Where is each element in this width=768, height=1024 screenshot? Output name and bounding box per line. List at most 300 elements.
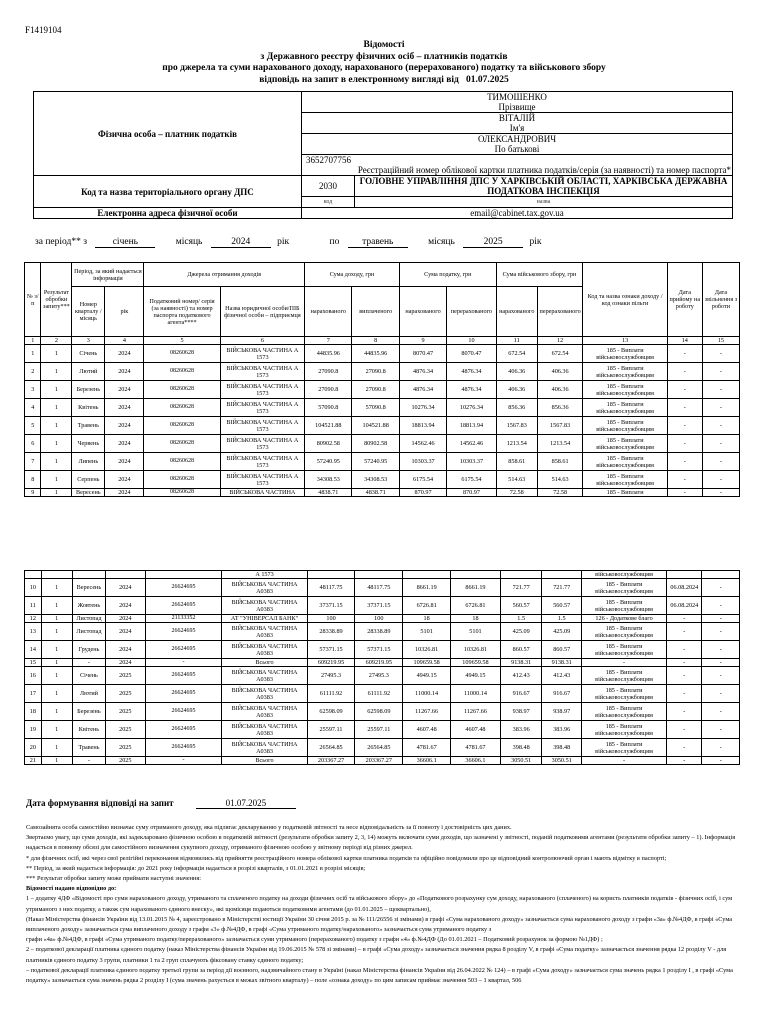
email-label: Електронна адреса фізичної особи (34, 208, 302, 219)
tax-accrued: 10276.34 (399, 399, 446, 417)
income-accrued: 48117.75 (307, 579, 355, 597)
table-row (25, 579, 740, 597)
col-sources-header: Джерела отримання доходів (144, 263, 305, 287)
period-to-month: травень (348, 237, 408, 248)
tax-accrued: 4949.15 (403, 667, 451, 685)
period-year: 2024 (105, 453, 144, 471)
row-number: 13 (25, 623, 42, 641)
period-month: Червень (72, 435, 105, 453)
cont-code-cell: військовослужбовцям (581, 571, 666, 579)
fire-date: - (702, 417, 739, 435)
agent-tax-id: 21133352 (145, 615, 222, 623)
result-code: 1 (41, 623, 72, 641)
cont-cell (403, 571, 451, 579)
agent-tax-id: 26624695 (145, 579, 222, 597)
tax-accrued: 4876.34 (399, 381, 446, 399)
agent-name: ВІЙСЬКОВА ЧАСТИНА А0383 (222, 641, 307, 659)
agent-name: ВІЙСЬКОВА ЧАСТИНА А 1573 (220, 453, 304, 471)
agent-tax-id: - (145, 757, 222, 765)
agent-tax-id: 08260628 (144, 381, 220, 399)
fire-date: - (702, 615, 740, 623)
note-8: (Наказ Міністерства фінансів України від 13.01.2015 № 4, зареєстровано в Міністерстві юстиції України 30 січня 2015 р. за № 111/26556 зі змінами) в графі «Сума нарахованого доходу» зазначається сума нарахованого доходу з графи «3а» ф.№4ДФ, в графі «Сума виплаченого доходу» зазначається сума виплаченого доходу з графи «3» ф.№4ДФ, в графі «Сума утриманого податку/нарахованого» зазначається сума утриманого податку з (26, 915, 733, 934)
income-accrued: 25597.11 (307, 721, 355, 739)
income-accrued: 100 (307, 615, 355, 623)
income-paid: 80902.58 (352, 435, 399, 453)
hire-date: - (667, 659, 702, 667)
mil-paid: 721.77 (542, 579, 581, 597)
fire-date: - (702, 659, 740, 667)
income-paid: 48117.75 (355, 579, 403, 597)
tax-accrued: 6175.54 (399, 471, 446, 489)
row-number: 3 (25, 381, 41, 399)
fire-date: - (702, 399, 739, 417)
col-tax-acc-header: нарахованого (399, 287, 446, 337)
cont-cell (451, 571, 501, 579)
period-year: 2024 (106, 579, 145, 597)
income-code: 185 - Виплати військовослужбовцям (583, 381, 667, 399)
row-number: 4 (25, 399, 41, 417)
table-row (25, 435, 740, 453)
note-3: * для фізичних осіб, які через свої релігійні переконання відмовились від прийняття реєстраційного номера облікової картки платника податків та офіційно повідомили про це відповідний контролюючий орган і мають відмітку в паспорті; (26, 854, 667, 862)
income-accrued: 57371.15 (307, 641, 355, 659)
hire-date: - (667, 471, 702, 489)
period-year: 2024 (106, 659, 145, 667)
hire-date: - (667, 345, 702, 363)
period-month: Квітень (72, 399, 105, 417)
period-from-year-word: рік (277, 237, 290, 247)
period-year: 2024 (105, 471, 144, 489)
row-number: 18 (25, 703, 42, 721)
table-row (25, 345, 740, 363)
col-agent-header: Назва юридичної особи/ПІБ фізичної особи – підприємця (220, 287, 304, 337)
income-code: 185 - Виплати військовослужбовцям (581, 623, 666, 641)
result-code: 1 (41, 345, 72, 363)
row-number: 6 (25, 435, 41, 453)
table-row (25, 721, 740, 739)
mil-accrued: 72.58 (496, 489, 537, 497)
col-fire-header: Дата звільнення з роботи (702, 263, 739, 337)
request-date: 01.07.2025 (465, 74, 509, 85)
result-code: 1 (41, 757, 72, 765)
document-title (0, 40, 768, 86)
mil-paid: 72.58 (537, 489, 582, 497)
response-date-value: 01.07.2025 (196, 798, 296, 809)
tax-paid: 4876.34 (447, 381, 496, 399)
income-paid: 27090.8 (352, 381, 399, 399)
mil-paid: 9138.31 (542, 659, 581, 667)
period-month: Березень (72, 381, 105, 399)
income-code: 185 - Виплати військовослужбовцям (583, 363, 667, 381)
income-accrued: 27090.8 (305, 381, 352, 399)
period-year: 2024 (106, 623, 145, 641)
agent-tax-id: 08260628 (144, 435, 220, 453)
col-result-header: Результат обробки запиту*** (41, 263, 72, 337)
agent-tax-id: 26624695 (145, 703, 222, 721)
title-line-4-prefix: відповідь на запит в електронному вигляді від (259, 74, 459, 85)
row-number: 9 (25, 489, 41, 497)
result-code: 1 (41, 471, 72, 489)
title-line-2: з Державного реєстру фізичних осіб – платників податків (260, 51, 508, 62)
period-year: 2025 (106, 739, 145, 757)
cont-cell (145, 571, 222, 579)
surname-caption: Прізвище (302, 102, 733, 113)
col-quarter-header: Номер кварталу / місяць (72, 287, 105, 337)
tax-accrued: 18 (403, 615, 451, 623)
income-paid: 28338.89 (355, 623, 403, 641)
hire-date: - (667, 685, 702, 703)
period-month: Листопад (72, 623, 105, 641)
agent-name: ВІЙСЬКОВА ЧАСТИНА (220, 489, 304, 497)
income-paid: 34308.53 (352, 471, 399, 489)
column-number: 1 (25, 337, 41, 345)
fire-date: - (702, 579, 740, 597)
row-number: 11 (25, 597, 42, 615)
mil-accrued: 1.5 (500, 615, 542, 623)
mil-accrued: 9138.31 (500, 659, 542, 667)
agent-tax-id: 08260628 (144, 489, 220, 497)
tax-accrued: 4607.48 (403, 721, 451, 739)
agent-tax-id: 26624695 (145, 623, 222, 641)
note-2: Звертаємо увагу, що суми доходів, які задекларовано фізичною особою в податковій звітності (результати обробки запиту 2, 3, 14) можуть включати суми доходів, що зазначені у звітності, поданій податковими агентами (результати обробки запиту – 1). Інформація надається в повному обсязі для самостійного визначення сукупного доходу, отриманого фізичною особою у звітному періоді від різних джерел. (26, 834, 736, 852)
hire-date: - (667, 381, 702, 399)
fire-date: - (702, 623, 740, 641)
income-code: 185 - Виплати військовослужбовцям (581, 597, 666, 615)
income-code: 185 - Виплати військовослужбовцям (581, 703, 666, 721)
income-accrued: 26564.85 (307, 739, 355, 757)
cont-cell (106, 571, 145, 579)
hire-date: 06.08.2024 (667, 597, 702, 615)
result-code: 1 (41, 641, 72, 659)
agent-name: ВІЙСЬКОВА ЧАСТИНА А 1573 (220, 399, 304, 417)
income-paid: 57090.8 (352, 399, 399, 417)
agent-name: ВІЙСЬКОВА ЧАСТИНА А0383 (222, 579, 307, 597)
period-year: 2024 (105, 417, 144, 435)
period-month: Січень (72, 667, 105, 685)
agent-name: ВІЙСЬКОВА ЧАСТИНА А 1573 (220, 345, 304, 363)
table-row (25, 363, 740, 381)
tax-paid: 11000.14 (451, 685, 501, 703)
cont-cell (41, 571, 72, 579)
table-row (25, 641, 740, 659)
period-month: Квітень (72, 721, 105, 739)
tax-accrued: 109659.58 (403, 659, 451, 667)
period-to-year: 2025 (463, 237, 523, 248)
agent-name: ВІЙСЬКОВА ЧАСТИНА А 1573 (220, 471, 304, 489)
note-5: *** Результат обробки запиту може приймати наступні значення: (26, 875, 202, 883)
fire-date: - (702, 597, 740, 615)
title-line-3: про джерела та суми нарахованого доходу, нарахованого (перерахованого) податку та військового збору (162, 63, 606, 73)
agent-tax-id: 26624695 (145, 721, 222, 739)
person-info-table (33, 91, 733, 219)
mil-accrued: 406.36 (496, 381, 537, 399)
income-code: 185 - Виплати військовослужбовцям (583, 399, 667, 417)
mil-accrued: 412.43 (500, 667, 542, 685)
result-code: 1 (41, 381, 72, 399)
fire-date: - (702, 363, 739, 381)
mil-accrued: 406.36 (496, 363, 537, 381)
mil-paid: 425.09 (542, 623, 581, 641)
mil-accrued: 856.36 (496, 399, 537, 417)
tax-paid: 4781.67 (451, 739, 501, 757)
fire-date: - (702, 471, 739, 489)
mil-paid: 860.57 (542, 641, 581, 659)
agent-name: ВІЙСЬКОВА ЧАСТИНА А 1573 (220, 363, 304, 381)
fire-date: - (702, 721, 740, 739)
table-row (25, 597, 740, 615)
tax-paid: 10276.34 (447, 399, 496, 417)
agent-tax-id: 08260628 (144, 345, 220, 363)
period-month: Лютий (72, 685, 105, 703)
table-row (25, 685, 740, 703)
cont-cell (500, 571, 542, 579)
mil-paid: 383.96 (542, 721, 581, 739)
mil-accrued: 514.63 (496, 471, 537, 489)
result-code: 1 (41, 667, 72, 685)
table-row (25, 659, 740, 667)
tax-paid: 6726.81 (451, 597, 501, 615)
row-number: 5 (25, 417, 41, 435)
agent-tax-id: 26624695 (145, 641, 222, 659)
period-month: Лютий (72, 363, 105, 381)
period-year: 2024 (105, 399, 144, 417)
row-number: 17 (25, 685, 42, 703)
tax-accrued: 4781.67 (403, 739, 451, 757)
note-1: Самозайнята особа самостійно визначає суму отриманого доходу, яка підлягає декларуванню у податковій звітності та несе відповідальність за її повноту і достовірність цих даних. (26, 824, 512, 831)
patronymic-caption: По батькові (302, 144, 733, 155)
row-number: 15 (25, 659, 42, 667)
note-10: 2 – податкової декларації платника єдиного податку (наказ Міністерства фінансів України від 19.06.2015 № 578 зі змінами) – в графі «Сума доходу» зазначається значення рядка 8 розділу V, в графі «Сума податку» зазначається значення рядка 12 розділу V - для платників єдиного податку 3 групи, платники 1 та 2 груп сплачують фіксовану ставку єдиного податку; (26, 946, 727, 964)
col-tax-header: Сума податку, грн (399, 263, 496, 287)
mil-paid: 412.43 (542, 667, 581, 685)
result-code: 1 (41, 489, 72, 497)
period-year: 2025 (106, 703, 145, 721)
result-code: 1 (41, 399, 72, 417)
income-paid: 57240.95 (352, 453, 399, 471)
agent-tax-id: 26624695 (145, 667, 222, 685)
income-code: 126 - Додаткове благо (581, 615, 666, 623)
row-number: 8 (25, 471, 41, 489)
code-caption: код (302, 197, 355, 208)
period-year: 2024 (105, 345, 144, 363)
agent-tax-id: 08260628 (144, 453, 220, 471)
income-code: - (581, 659, 666, 667)
col-taxid-header: Податковий номер/ серія (за наявності) та номер паспорта податкового агента**** (144, 287, 220, 337)
column-number: 6 (220, 337, 304, 345)
tax-accrued: 11000.14 (403, 685, 451, 703)
period-year: 2024 (106, 615, 145, 623)
table-row (25, 381, 740, 399)
period-month: Травень (72, 417, 105, 435)
tax-id-caption: Реєстраційний номер облікової картки платника податків/серія (за наявності) та номер паспорта* (302, 165, 733, 176)
income-accrued: 4838.71 (305, 489, 352, 497)
col-year-header: рік (105, 287, 144, 337)
column-number: 5 (144, 337, 220, 345)
fire-date: - (702, 739, 740, 757)
column-number: 12 (537, 337, 582, 345)
tax-accrued: 18813.94 (399, 417, 446, 435)
column-number-row (25, 337, 740, 345)
table-row (25, 739, 740, 757)
form-code: F1419104 (25, 25, 62, 35)
col-income-header: Сума доходу, грн (305, 263, 400, 287)
result-code: 1 (41, 453, 72, 471)
fire-date: - (702, 345, 739, 363)
mil-accrued: 560.57 (500, 597, 542, 615)
period-month: Вересень (72, 489, 105, 497)
tax-accrued: 11267.66 (403, 703, 451, 721)
period-month: Грудень (72, 641, 105, 659)
column-number: 8 (352, 337, 399, 345)
office-name-caption: назва (355, 197, 733, 208)
income-accrued: 57090.8 (305, 399, 352, 417)
agent-name: ВІЙСЬКОВА ЧАСТИНА А 1573 (220, 381, 304, 399)
note-11: – податкової декларації платника єдиного податку третьої групи за період дії воєнного, надзвичайного стану в Україні (наказ Міністерства фінансів України від 26.04.2022 № 124) – в графі «Сума доходу» зазначається сума значень рядка 1 розділу I , в графі «Сума податку» зазначається сума значень рядка 2 розділу I (сума значень рахується в межах звітного кварталу) – поле «ознака доходу» по цим записам приймає значення 503 – 1 квартал, 506 (26, 966, 733, 985)
period-month: Липень (72, 453, 105, 471)
person-label: Фізична особа – платник податків (34, 92, 302, 176)
income-table-page-2 (24, 570, 740, 765)
mil-accrued: 3050.51 (500, 757, 542, 765)
mil-accrued: 383.96 (500, 721, 542, 739)
tax-paid: 18813.94 (447, 417, 496, 435)
fire-date: - (702, 757, 740, 765)
income-paid: 27495.3 (355, 667, 403, 685)
income-paid: 26564.85 (355, 739, 403, 757)
hire-date: - (667, 615, 702, 623)
income-code: 185 - Виплати військовослужбовцям (581, 739, 666, 757)
income-accrued: 34308.53 (305, 471, 352, 489)
period-month: - (72, 659, 105, 667)
period-year: 2025 (106, 757, 145, 765)
column-number: 11 (496, 337, 537, 345)
hire-date: - (667, 453, 702, 471)
tax-paid: 4876.34 (447, 363, 496, 381)
mil-paid: 3050.51 (542, 757, 581, 765)
table-row (25, 615, 740, 623)
result-code: 1 (41, 659, 72, 667)
column-number: 2 (41, 337, 72, 345)
cont-agent-cell: А 1573 (222, 571, 307, 579)
result-code: 1 (41, 721, 72, 739)
mil-paid: 1213.54 (537, 435, 582, 453)
period-from-year: 2024 (211, 237, 271, 248)
tax-accrued: 36606.1 (403, 757, 451, 765)
hire-date: - (667, 363, 702, 381)
col-no-header: № з/п (25, 263, 41, 337)
income-paid: 104521.88 (352, 417, 399, 435)
mil-paid: 916.67 (542, 685, 581, 703)
fire-date: - (702, 453, 739, 471)
agent-name: Всього (222, 659, 307, 667)
column-number: 13 (583, 337, 667, 345)
mil-paid: 560.57 (542, 597, 581, 615)
tax-paid: 14562.46 (447, 435, 496, 453)
tax-accrued: 8661.19 (403, 579, 451, 597)
income-accrued: 62598.09 (307, 703, 355, 721)
note-4: ** Період, за який надається інформація: до 2021 року інформація надається в розрізі кварталів, з 01.01.2021 в розрізі місяців; (26, 864, 366, 872)
period-month: Березень (72, 703, 105, 721)
agent-name: ВІЙСЬКОВА ЧАСТИНА А0383 (222, 721, 307, 739)
column-number: 14 (667, 337, 702, 345)
response-date-label: Дата формування відповіді на запит (26, 798, 174, 808)
income-accrued: 61111.92 (307, 685, 355, 703)
tax-paid: 36606.1 (451, 757, 501, 765)
hire-date: - (667, 399, 702, 417)
period-month: Жовтень (72, 597, 105, 615)
footnotes (26, 823, 744, 986)
table-row (25, 453, 740, 471)
income-accrued: 203367.27 (307, 757, 355, 765)
period-month: Серпень (72, 471, 105, 489)
row-number: 21 (25, 757, 42, 765)
col-mil-paid-header: перерахованого (537, 287, 582, 337)
name-caption: Ім'я (302, 123, 733, 134)
column-number: 3 (72, 337, 105, 345)
income-code: 185 - Виплати військовослужбовцям (583, 417, 667, 435)
income-code: 185 - Виплати військовослужбовцям (581, 685, 666, 703)
income-accrued: 27090.8 (305, 363, 352, 381)
cont-cell (72, 571, 105, 579)
income-code: - (581, 757, 666, 765)
income-accrued: 37371.15 (307, 597, 355, 615)
agent-name: Всього (222, 757, 307, 765)
income-paid: 62598.09 (355, 703, 403, 721)
name-value: ВІТАЛІЙ (302, 113, 733, 124)
tax-accrued: 10326.81 (403, 641, 451, 659)
patronymic-value: ОЛЕКСАНДРОВИЧ (302, 134, 733, 145)
fire-date: - (702, 381, 739, 399)
mil-paid: 406.36 (537, 381, 582, 399)
period-to-month-word: місяць (428, 237, 455, 247)
result-code: 1 (41, 363, 72, 381)
tax-paid: 4949.15 (451, 667, 501, 685)
period-month: Січень (72, 345, 105, 363)
table-row (25, 623, 740, 641)
tax-paid: 6175.54 (447, 471, 496, 489)
table-row (25, 703, 740, 721)
hire-date: - (667, 435, 702, 453)
income-paid: 27090.8 (352, 363, 399, 381)
table-row (25, 757, 740, 765)
col-mil-header: Сума військового збору, грн (496, 263, 583, 287)
mil-accrued: 672.54 (496, 345, 537, 363)
cont-cell (355, 571, 403, 579)
income-paid: 25597.11 (355, 721, 403, 739)
hire-date: - (667, 489, 702, 497)
agent-name: ВІЙСЬКОВА ЧАСТИНА А0383 (222, 597, 307, 615)
row-number: 10 (25, 579, 42, 597)
col-income-paid-header: виплаченого (352, 287, 399, 337)
hire-date: 06.08.2024 (667, 579, 702, 597)
result-code: 1 (41, 739, 72, 757)
cont-cell (307, 571, 355, 579)
mil-accrued: 860.57 (500, 641, 542, 659)
table-row (25, 417, 740, 435)
tax-paid: 870.97 (447, 489, 496, 497)
income-paid: 57371.15 (355, 641, 403, 659)
tax-id-value: 3652707756 (302, 155, 733, 166)
income-code: 185 - Виплати військовослужбовцям (581, 721, 666, 739)
mil-accrued: 858.61 (496, 453, 537, 471)
tax-office-label: Код та назва територіального органу ДПС (34, 176, 302, 208)
title-line-1: Відомості (363, 40, 405, 50)
agent-name: ВІЙСЬКОВА ЧАСТИНА А0383 (222, 667, 307, 685)
period-to-year-word: рік (529, 237, 542, 247)
agent-name: ВІЙСЬКОВА ЧАСТИНА А0383 (222, 703, 307, 721)
agent-name: ВІЙСЬКОВА ЧАСТИНА А0383 (222, 739, 307, 757)
mil-paid: 406.36 (537, 363, 582, 381)
note-6: Відомості надано відповідно до: (26, 885, 117, 893)
tax-accrued: 10303.37 (399, 453, 446, 471)
